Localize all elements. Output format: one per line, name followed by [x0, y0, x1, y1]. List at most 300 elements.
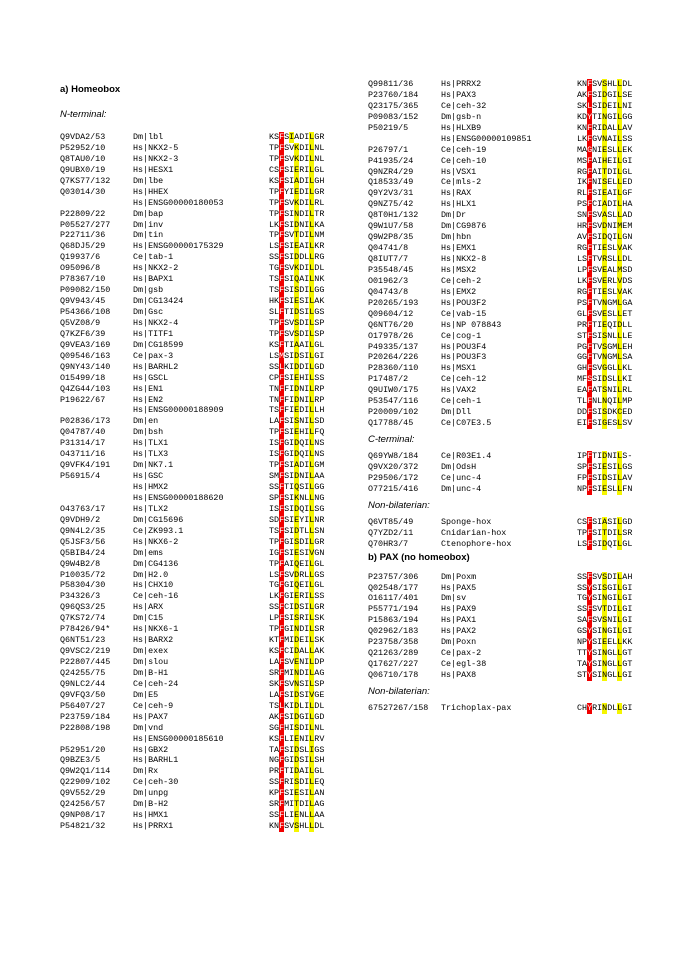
- accession-id: Q9VX20/372: [368, 461, 419, 472]
- residue: T: [269, 580, 275, 591]
- accession-id: P52951/20: [60, 744, 106, 755]
- residue: E: [602, 243, 608, 254]
- residue: G: [607, 582, 613, 593]
- residue: E: [319, 689, 325, 700]
- residue: T: [269, 383, 275, 394]
- residue: L: [304, 810, 310, 821]
- residue: S: [592, 188, 598, 199]
- residue: L: [299, 700, 305, 711]
- residue: T: [269, 405, 275, 416]
- residue: Q: [294, 558, 300, 569]
- residue: I: [597, 374, 603, 385]
- sequence-motif: [269, 460, 324, 471]
- residue: L: [309, 646, 315, 657]
- residue: V: [627, 472, 633, 483]
- residue: S: [607, 374, 613, 385]
- sequence-motif: [269, 526, 324, 537]
- residue: F: [587, 341, 593, 352]
- accession-id: Q9NZR4/29: [368, 166, 414, 177]
- residue: F: [587, 352, 593, 363]
- residue: I: [304, 405, 310, 416]
- alignment-row: [368, 538, 633, 550]
- alignment-row: [60, 766, 325, 777]
- alignment-row: [60, 416, 325, 427]
- residue: L: [309, 777, 315, 788]
- accession-id: P50219/5: [368, 122, 409, 133]
- residue: N: [319, 547, 325, 558]
- residue: I: [597, 111, 603, 122]
- residue: F: [279, 307, 285, 317]
- residue: S: [592, 516, 598, 527]
- sequence-motif: [269, 351, 324, 362]
- residue: G: [314, 361, 320, 372]
- residue: M: [284, 799, 290, 810]
- residue: L: [309, 252, 315, 263]
- residue: S: [274, 525, 280, 536]
- sequence-motif: [577, 626, 632, 637]
- sequence-motif: [577, 462, 632, 473]
- sequence-motif: [577, 320, 632, 331]
- sequence-motif: [269, 777, 324, 788]
- residue: D: [319, 416, 325, 427]
- residue: S: [627, 461, 633, 472]
- residue: L: [269, 241, 275, 252]
- residue: S: [269, 810, 275, 821]
- residue: L: [627, 166, 633, 177]
- gene-name: Hs|NKX2-4: [133, 317, 179, 328]
- residue: A: [602, 210, 608, 221]
- residue: D: [299, 153, 305, 164]
- residue: I: [597, 155, 603, 166]
- residue: I: [289, 219, 295, 230]
- residue: T: [274, 635, 280, 646]
- residue: D: [314, 263, 320, 274]
- residue: I: [289, 646, 295, 657]
- residue: I: [597, 232, 603, 243]
- residue: P: [627, 396, 633, 407]
- gene-name: Ce|ceh-30: [133, 777, 179, 788]
- residue: G: [622, 297, 628, 308]
- residue: I: [582, 418, 588, 429]
- residue: D: [294, 449, 300, 460]
- accession-id: O95096/8: [60, 263, 101, 274]
- accession-id: O17978/26: [368, 330, 414, 341]
- alignment-row: [368, 264, 633, 276]
- residue: L: [319, 821, 325, 832]
- alignment-row: [60, 263, 325, 274]
- residue: V: [289, 317, 295, 328]
- residue: N: [602, 396, 608, 407]
- residue: K: [294, 197, 300, 208]
- sequence-motif: [269, 384, 324, 395]
- residue: L: [309, 263, 315, 274]
- accession-id: P09083/152: [368, 111, 419, 122]
- gene-name: Dm|bsh: [133, 427, 164, 438]
- alignment-row: [60, 667, 325, 679]
- residue: T: [592, 451, 598, 461]
- residue: S: [314, 755, 320, 766]
- accession-id: P20009/102: [368, 407, 419, 418]
- residue: T: [294, 230, 300, 241]
- residue: F: [279, 525, 285, 536]
- residue: A: [274, 416, 280, 427]
- residue: I: [289, 350, 295, 361]
- residue: F: [279, 241, 285, 252]
- residue: E: [602, 286, 608, 297]
- residue: P: [274, 142, 280, 153]
- residue: S: [299, 547, 305, 558]
- accession-id: Q70HR3/7: [368, 538, 409, 549]
- accession-id: Q9VFQ3/50: [60, 689, 106, 700]
- residue: S: [592, 659, 598, 670]
- residue: I: [289, 307, 295, 317]
- residue: L: [612, 330, 618, 341]
- gene-name: Hs|BARHL1: [133, 755, 179, 766]
- residue: N: [269, 755, 275, 766]
- residue: I: [289, 186, 295, 197]
- sequence-motif: [269, 613, 324, 624]
- alignment-row: [60, 449, 325, 460]
- alignment-row: [368, 319, 633, 331]
- residue: G: [622, 648, 628, 659]
- residue: I: [304, 755, 310, 766]
- alignment-row: [368, 659, 633, 670]
- residue: K: [294, 142, 300, 153]
- accession-id: P52952/10: [60, 142, 106, 153]
- residue: T: [269, 624, 275, 635]
- residue: S: [607, 254, 613, 264]
- alignment-row: [60, 602, 325, 613]
- residue: T: [269, 153, 275, 164]
- residue: S: [577, 210, 583, 221]
- residue: T: [269, 394, 275, 405]
- residue: L: [269, 591, 275, 602]
- residue: P: [319, 394, 325, 405]
- residue: P: [274, 208, 280, 219]
- residue: I: [304, 361, 310, 372]
- residue: A: [294, 132, 300, 142]
- residue: S: [284, 252, 290, 263]
- gene-name: Hs|HHEX: [133, 186, 169, 197]
- residue: K: [269, 821, 275, 832]
- residue: D: [622, 254, 628, 264]
- residue: T: [592, 297, 598, 308]
- residue: V: [597, 604, 603, 615]
- residue: I: [289, 755, 295, 766]
- residue: D: [294, 525, 300, 536]
- residue: L: [612, 702, 618, 713]
- alignment-row: [60, 274, 325, 285]
- residue: L: [269, 219, 275, 230]
- residue: F: [284, 405, 290, 416]
- accession-id: Q6NT51/23: [60, 635, 106, 646]
- gene-name: Dm|unpg: [133, 788, 169, 799]
- residue: N: [582, 210, 588, 221]
- residue: G: [582, 286, 588, 297]
- residue: G: [622, 232, 628, 243]
- residue: R: [319, 186, 325, 197]
- residue: P: [274, 624, 280, 635]
- residue: P: [274, 427, 280, 438]
- residue: L: [577, 254, 583, 264]
- residue: E: [607, 177, 613, 188]
- residue: I: [289, 591, 295, 602]
- sequence-motif: [269, 493, 324, 504]
- sequence-motif: [269, 438, 324, 449]
- residue: S: [592, 275, 598, 286]
- residue: N: [592, 144, 598, 155]
- residue: S: [269, 482, 275, 492]
- residue: S: [284, 657, 290, 667]
- residue: L: [309, 383, 315, 394]
- residue: S: [269, 252, 275, 263]
- residue: S: [582, 155, 588, 166]
- accession-id: Q17627/227: [368, 659, 419, 670]
- sequence-motif: [577, 188, 632, 199]
- residue: F: [587, 122, 593, 133]
- residue: G: [622, 659, 628, 670]
- residue: L: [309, 755, 315, 766]
- residue: G: [627, 111, 633, 122]
- residue: I: [304, 482, 310, 492]
- sequence-motif: [269, 559, 324, 570]
- residue: L: [274, 307, 280, 317]
- residue: L: [617, 396, 623, 407]
- residue: L: [309, 285, 315, 296]
- residue: K: [622, 637, 628, 648]
- residue: I: [304, 514, 310, 525]
- residue: D: [299, 722, 305, 733]
- residue: R: [627, 527, 633, 538]
- residue: A: [274, 744, 280, 755]
- residue: K: [274, 219, 280, 230]
- residue: D: [294, 766, 300, 777]
- residue: L: [304, 821, 310, 832]
- alignment-row: [368, 451, 633, 462]
- residue: S: [284, 492, 290, 503]
- residue: S: [274, 274, 280, 285]
- residue: A: [622, 243, 628, 254]
- residue: L: [319, 263, 325, 274]
- sequence-motif: [269, 570, 324, 581]
- residue: P: [577, 319, 583, 330]
- residue: N: [299, 733, 305, 744]
- residue: E: [294, 164, 300, 175]
- residue: A: [294, 175, 300, 186]
- accession-id: Q9W4B2/8: [60, 558, 101, 569]
- residue: F: [279, 547, 285, 558]
- residue: T: [314, 208, 320, 219]
- residue: T: [269, 558, 275, 569]
- gene-name: Ce|R03E1.4: [441, 451, 492, 461]
- residue: S: [274, 132, 280, 142]
- residue: T: [269, 460, 275, 471]
- residue: K: [314, 219, 320, 230]
- accession-id: Q9NY43/140: [60, 361, 111, 372]
- alignment-row: [60, 350, 325, 362]
- sequence-motif: [269, 405, 324, 416]
- residue: C: [577, 702, 583, 713]
- residue: D: [299, 405, 305, 416]
- sequence-motif: [269, 395, 324, 406]
- accession-id: P29506/172: [368, 472, 419, 483]
- gene-name: Ce|C07E3.5: [441, 418, 492, 429]
- residue: I: [597, 702, 603, 713]
- residue: F: [279, 142, 285, 153]
- residue: F: [627, 188, 633, 199]
- residue: E: [577, 385, 583, 396]
- gene-name: Ce|ceh-16: [133, 591, 179, 602]
- residue: E: [602, 637, 608, 648]
- residue: L: [269, 416, 275, 427]
- residue: L: [617, 363, 623, 374]
- residue: N: [299, 810, 305, 821]
- residue: I: [289, 372, 295, 383]
- residue: T: [577, 648, 583, 659]
- residue: L: [627, 254, 633, 264]
- residue: N: [602, 593, 608, 604]
- residue: L: [309, 449, 315, 460]
- residue: L: [304, 525, 310, 536]
- residue: E: [294, 296, 300, 307]
- accession-id: Q9VFK4/191: [60, 460, 111, 471]
- residue: D: [602, 374, 608, 385]
- residue: L: [309, 602, 315, 613]
- residue: I: [289, 503, 295, 514]
- residue: I: [304, 317, 310, 328]
- residue: G: [602, 418, 608, 429]
- residue: M: [274, 471, 280, 482]
- residue: A: [582, 615, 588, 626]
- residue: V: [627, 418, 633, 429]
- residue: D: [607, 166, 613, 177]
- residue: S: [274, 733, 280, 744]
- residue: V: [289, 197, 295, 208]
- alignment-row: [368, 188, 633, 199]
- residue: M: [284, 635, 290, 646]
- residue: F: [587, 286, 593, 297]
- residue: S: [577, 582, 583, 593]
- residue: N: [607, 385, 613, 396]
- residue: I: [289, 296, 295, 307]
- accession-id: P34326/3: [60, 591, 101, 602]
- accession-id: P15863/194: [368, 615, 419, 626]
- alignment-row: [60, 492, 325, 504]
- residue: S: [592, 418, 598, 429]
- residue: G: [314, 285, 320, 296]
- residue: G: [577, 363, 583, 374]
- residue: D: [314, 821, 320, 832]
- residue: V: [597, 133, 603, 144]
- accession-id: Q9NP08/17: [60, 810, 106, 821]
- alignment-row: [60, 722, 325, 734]
- residue: L: [309, 438, 315, 449]
- alignment-row: [60, 394, 325, 406]
- residue: L: [617, 374, 623, 385]
- residue: S: [319, 591, 325, 602]
- residue: I: [289, 438, 295, 449]
- residue: G: [314, 164, 320, 175]
- sequence-motif: [577, 167, 632, 178]
- subsection-heading: C-terminal:: [368, 434, 415, 445]
- residue: H: [299, 372, 305, 383]
- residue: E: [607, 637, 613, 648]
- residue: S: [274, 646, 280, 657]
- residue: G: [314, 132, 320, 142]
- residue: L: [612, 243, 618, 254]
- alignment-row: [60, 252, 325, 263]
- residue: F: [279, 667, 285, 678]
- residue: S: [284, 208, 290, 219]
- residue: E: [622, 407, 628, 418]
- residue: I: [597, 418, 603, 429]
- residue: I: [289, 733, 295, 744]
- residue: L: [612, 308, 618, 319]
- residue: D: [294, 755, 300, 766]
- alignment-row: [368, 527, 633, 539]
- residue: I: [304, 394, 310, 405]
- residue: V: [309, 689, 315, 700]
- residue: S: [284, 503, 290, 514]
- residue: K: [269, 635, 275, 646]
- residue: S: [269, 471, 275, 482]
- alignment-row: [60, 186, 325, 198]
- residue: I: [304, 186, 310, 197]
- residue: E: [602, 275, 608, 286]
- residue: L: [309, 372, 315, 383]
- residue: R: [299, 591, 305, 602]
- sequence-motif: [577, 298, 632, 309]
- residue: D: [294, 361, 300, 372]
- gene-name: Dm|H2.0: [133, 569, 169, 580]
- sequence-motif: [269, 154, 324, 165]
- residue: S: [582, 626, 588, 637]
- residue: E: [299, 635, 305, 646]
- residue: I: [289, 766, 295, 777]
- residue: H: [299, 821, 305, 832]
- residue: L: [309, 405, 315, 416]
- gene-name: Ce|vab-15: [441, 308, 487, 319]
- residue: D: [607, 702, 613, 713]
- residue: T: [269, 197, 275, 208]
- residue: F: [279, 613, 285, 624]
- residue: L: [622, 330, 628, 341]
- residue: N: [602, 626, 608, 637]
- sequence-motif: [577, 451, 632, 462]
- residue: S: [592, 604, 598, 615]
- residue: G: [314, 175, 320, 186]
- residue: E: [314, 777, 320, 788]
- residue: I: [597, 243, 603, 254]
- residue: S: [314, 678, 320, 689]
- sequence-motif: [269, 220, 324, 231]
- residue: S: [274, 285, 280, 296]
- residue: S: [299, 350, 305, 361]
- residue: G: [284, 438, 290, 449]
- residue: I: [269, 449, 275, 460]
- residue: V: [597, 264, 603, 275]
- residue: D: [274, 514, 280, 525]
- sequence-motif: [577, 342, 632, 353]
- residue: S: [299, 296, 305, 307]
- residue: R: [319, 132, 325, 142]
- residue: I: [289, 394, 295, 405]
- residue: D: [627, 407, 633, 418]
- residue: L: [309, 460, 315, 471]
- residue: G: [274, 755, 280, 766]
- residue: D: [577, 407, 583, 418]
- residue: S: [269, 667, 275, 678]
